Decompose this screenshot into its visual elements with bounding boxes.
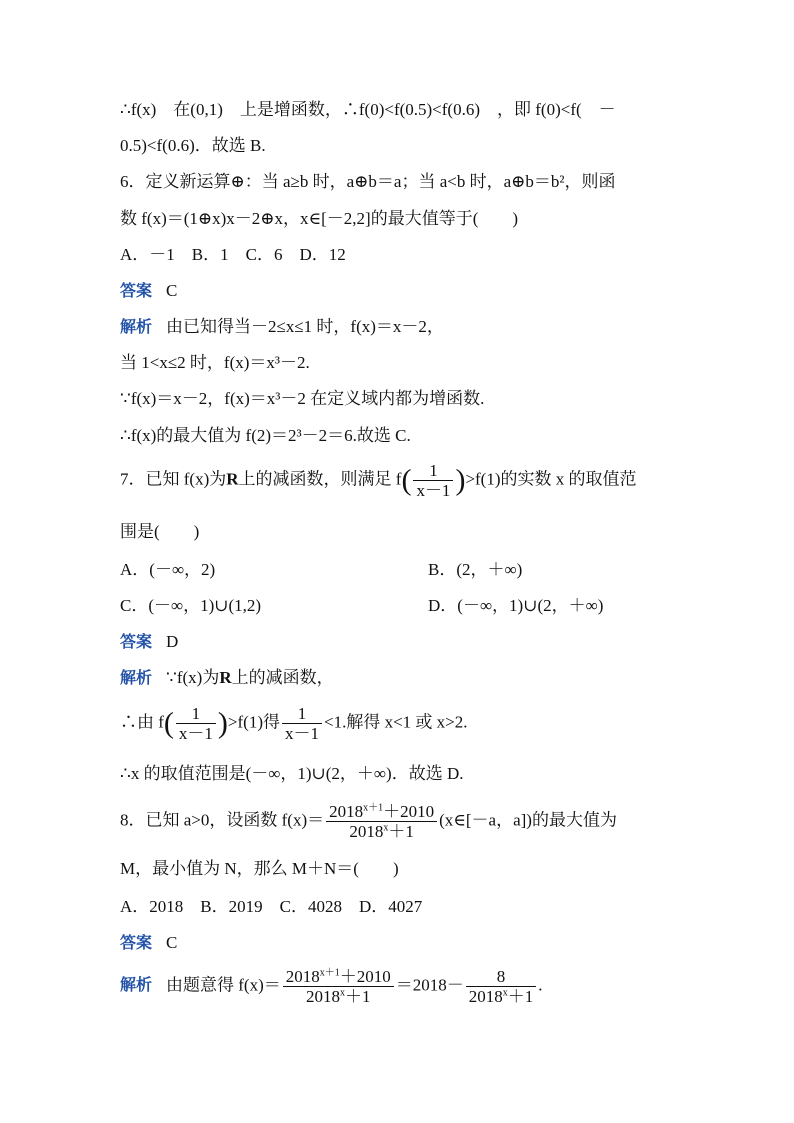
right-paren: )	[455, 463, 466, 497]
answer-label: 答案	[120, 281, 153, 300]
q6-analysis-line2: 当 1<x≤2 时，f(x)＝x³－2.	[120, 353, 310, 372]
q7-options-row2	[120, 595, 261, 617]
num-tail: ＋2010	[339, 967, 391, 986]
right-paren: )	[217, 706, 228, 740]
q7-analysis-line2	[120, 704, 468, 743]
q6-options: A．－1 B．1 C．6 D．12	[120, 245, 346, 264]
q7-stem-post: >f(1)的实数 x 的取值范	[465, 469, 637, 489]
q8-answer-row	[120, 932, 177, 954]
q7-stem-mid: 上的减函数，则满足 f	[238, 469, 402, 489]
den-exponent: x	[383, 822, 389, 834]
q8-analysis-line	[120, 967, 543, 1006]
q8-analysis-pre: 由题意得 f(x)＝	[166, 975, 281, 995]
q7-answer-row	[120, 631, 178, 653]
fraction-denominator	[283, 987, 394, 1006]
q7-option-b: B．(2，＋∞)	[428, 560, 523, 579]
q7-analysis2-post: <1.解得 x<1 或 x>2.	[324, 712, 468, 732]
answer-label: 答案	[120, 632, 153, 651]
q7-analysis-fraction-a	[176, 704, 216, 743]
den-tail: ＋1	[345, 987, 371, 1006]
q6-analysis-line1	[120, 316, 444, 338]
fraction-numerator: 1	[282, 704, 322, 724]
q7-analysis-pre: ∵f(x)为	[166, 668, 220, 687]
fraction-denominator	[326, 822, 437, 841]
fraction-denominator: x－1	[416, 481, 451, 500]
q5-conclusion-line1: ∴f(x) 在(0,1) 上是增函数，∴f(0)<f(0.5)<f(0.6) ，即 f(0)<f( －	[120, 100, 616, 119]
q7-analysis2-mid: >f(1)得	[227, 712, 280, 732]
den-exponent: x	[340, 987, 345, 999]
fraction-denominator: x－1	[178, 724, 213, 743]
q6-stem-line1: 6．定义新运算⊕：当 a≥b 时，a⊕b＝a；当 a<b 时，a⊕b＝b²，则函	[120, 172, 616, 191]
den-base: 2018	[306, 987, 340, 1006]
q6-answer: C	[166, 281, 178, 300]
num-exponent: x＋1	[319, 967, 340, 979]
left-paren: (	[163, 706, 174, 740]
q7-option-d: D．(－∞，1)∪(2，＋∞)	[428, 596, 604, 615]
real-set-symbol: R	[226, 469, 239, 489]
q8-stem-line1	[120, 802, 617, 841]
analysis-label: 解析	[120, 975, 153, 995]
q7-analysis-line3: ∴x 的取值范围是(－∞，1)∪(2，＋∞)．故选 D.	[120, 764, 464, 783]
fraction-numerator	[283, 967, 394, 987]
q6-analysis-text1: 由已知得当－2≤x≤1 时，f(x)＝x－2，	[166, 317, 444, 336]
q8-stem-post: (x∈[－a，a])的最大值为	[439, 810, 617, 830]
real-set-symbol: R	[219, 668, 232, 687]
q8-analysis-end: .	[538, 975, 543, 995]
analysis-label: 解析	[120, 317, 153, 336]
q8-analysis-mid: ＝2018－	[395, 975, 464, 995]
fraction-numerator: 1	[176, 704, 216, 724]
q7-stem-line2: 围是( )	[120, 522, 200, 541]
q7-stem-pre: 7．已知 f(x)为	[120, 469, 227, 489]
q7-options-row1	[120, 559, 215, 581]
answer-label: 答案	[120, 933, 153, 952]
q7-analysis-line1	[120, 667, 334, 689]
left-paren: (	[401, 463, 412, 497]
q8-stem-pre: 8．已知 a>0，设函数 f(x)＝	[120, 810, 325, 830]
num-base: 2018	[285, 967, 320, 986]
q8-analysis-fraction-b	[466, 967, 537, 1006]
q8-stem-line2: M，最小值为 N，那么 M＋N＝( )	[120, 859, 399, 878]
q8-fraction	[326, 802, 437, 841]
fraction-denominator	[466, 987, 537, 1006]
q7-option-a: A．(－∞，2)	[120, 560, 216, 579]
analysis-label: 解析	[120, 668, 153, 687]
den-tail: ＋1	[388, 822, 414, 841]
q6-answer-row	[120, 280, 177, 302]
q5-conclusion-line2: 0.5)<f(0.6)．故选 B.	[120, 136, 266, 155]
q7-stem-line1	[120, 461, 637, 500]
q7-option-c: C．(－∞，1)∪(1,2)	[120, 596, 262, 615]
fraction-denominator: x－1	[285, 724, 319, 743]
q6-analysis-line3: ∵f(x)＝x－2，f(x)＝x³－2 在定义域内都为增函数.	[120, 389, 485, 408]
den-tail: ＋1	[507, 987, 534, 1006]
num-exponent: x＋1	[363, 802, 384, 814]
q8-analysis-fraction-a	[283, 967, 394, 1006]
den-base: 2018	[468, 987, 503, 1006]
den-exponent: x	[502, 987, 508, 999]
q7-answer: D	[166, 632, 179, 651]
fraction-numerator	[326, 802, 437, 822]
q6-analysis-line4: ∴f(x)的最大值为 f(2)＝2³－2＝6.故选 C.	[120, 426, 411, 445]
num-base: 2018	[329, 802, 364, 821]
q7-analysis-fraction-b	[282, 704, 322, 743]
q7-analysis-post: 上的减函数，	[231, 668, 334, 687]
den-base: 2018	[349, 822, 384, 841]
q6-stem-line2: 数 f(x)＝(1⊕x)x－2⊕x，x∈[－2,2]的最大值等于( )	[120, 209, 519, 228]
q8-answer: C	[166, 933, 178, 952]
q7-analysis2-pre: ∴由 f	[120, 712, 164, 732]
q8-options: A．2018 B．2019 C．4028 D．4027	[120, 897, 423, 916]
q7-fraction	[413, 461, 453, 500]
num-tail: ＋2010	[383, 802, 435, 821]
fraction-numerator: 1	[413, 461, 453, 481]
fraction-numerator: 8	[466, 967, 537, 987]
